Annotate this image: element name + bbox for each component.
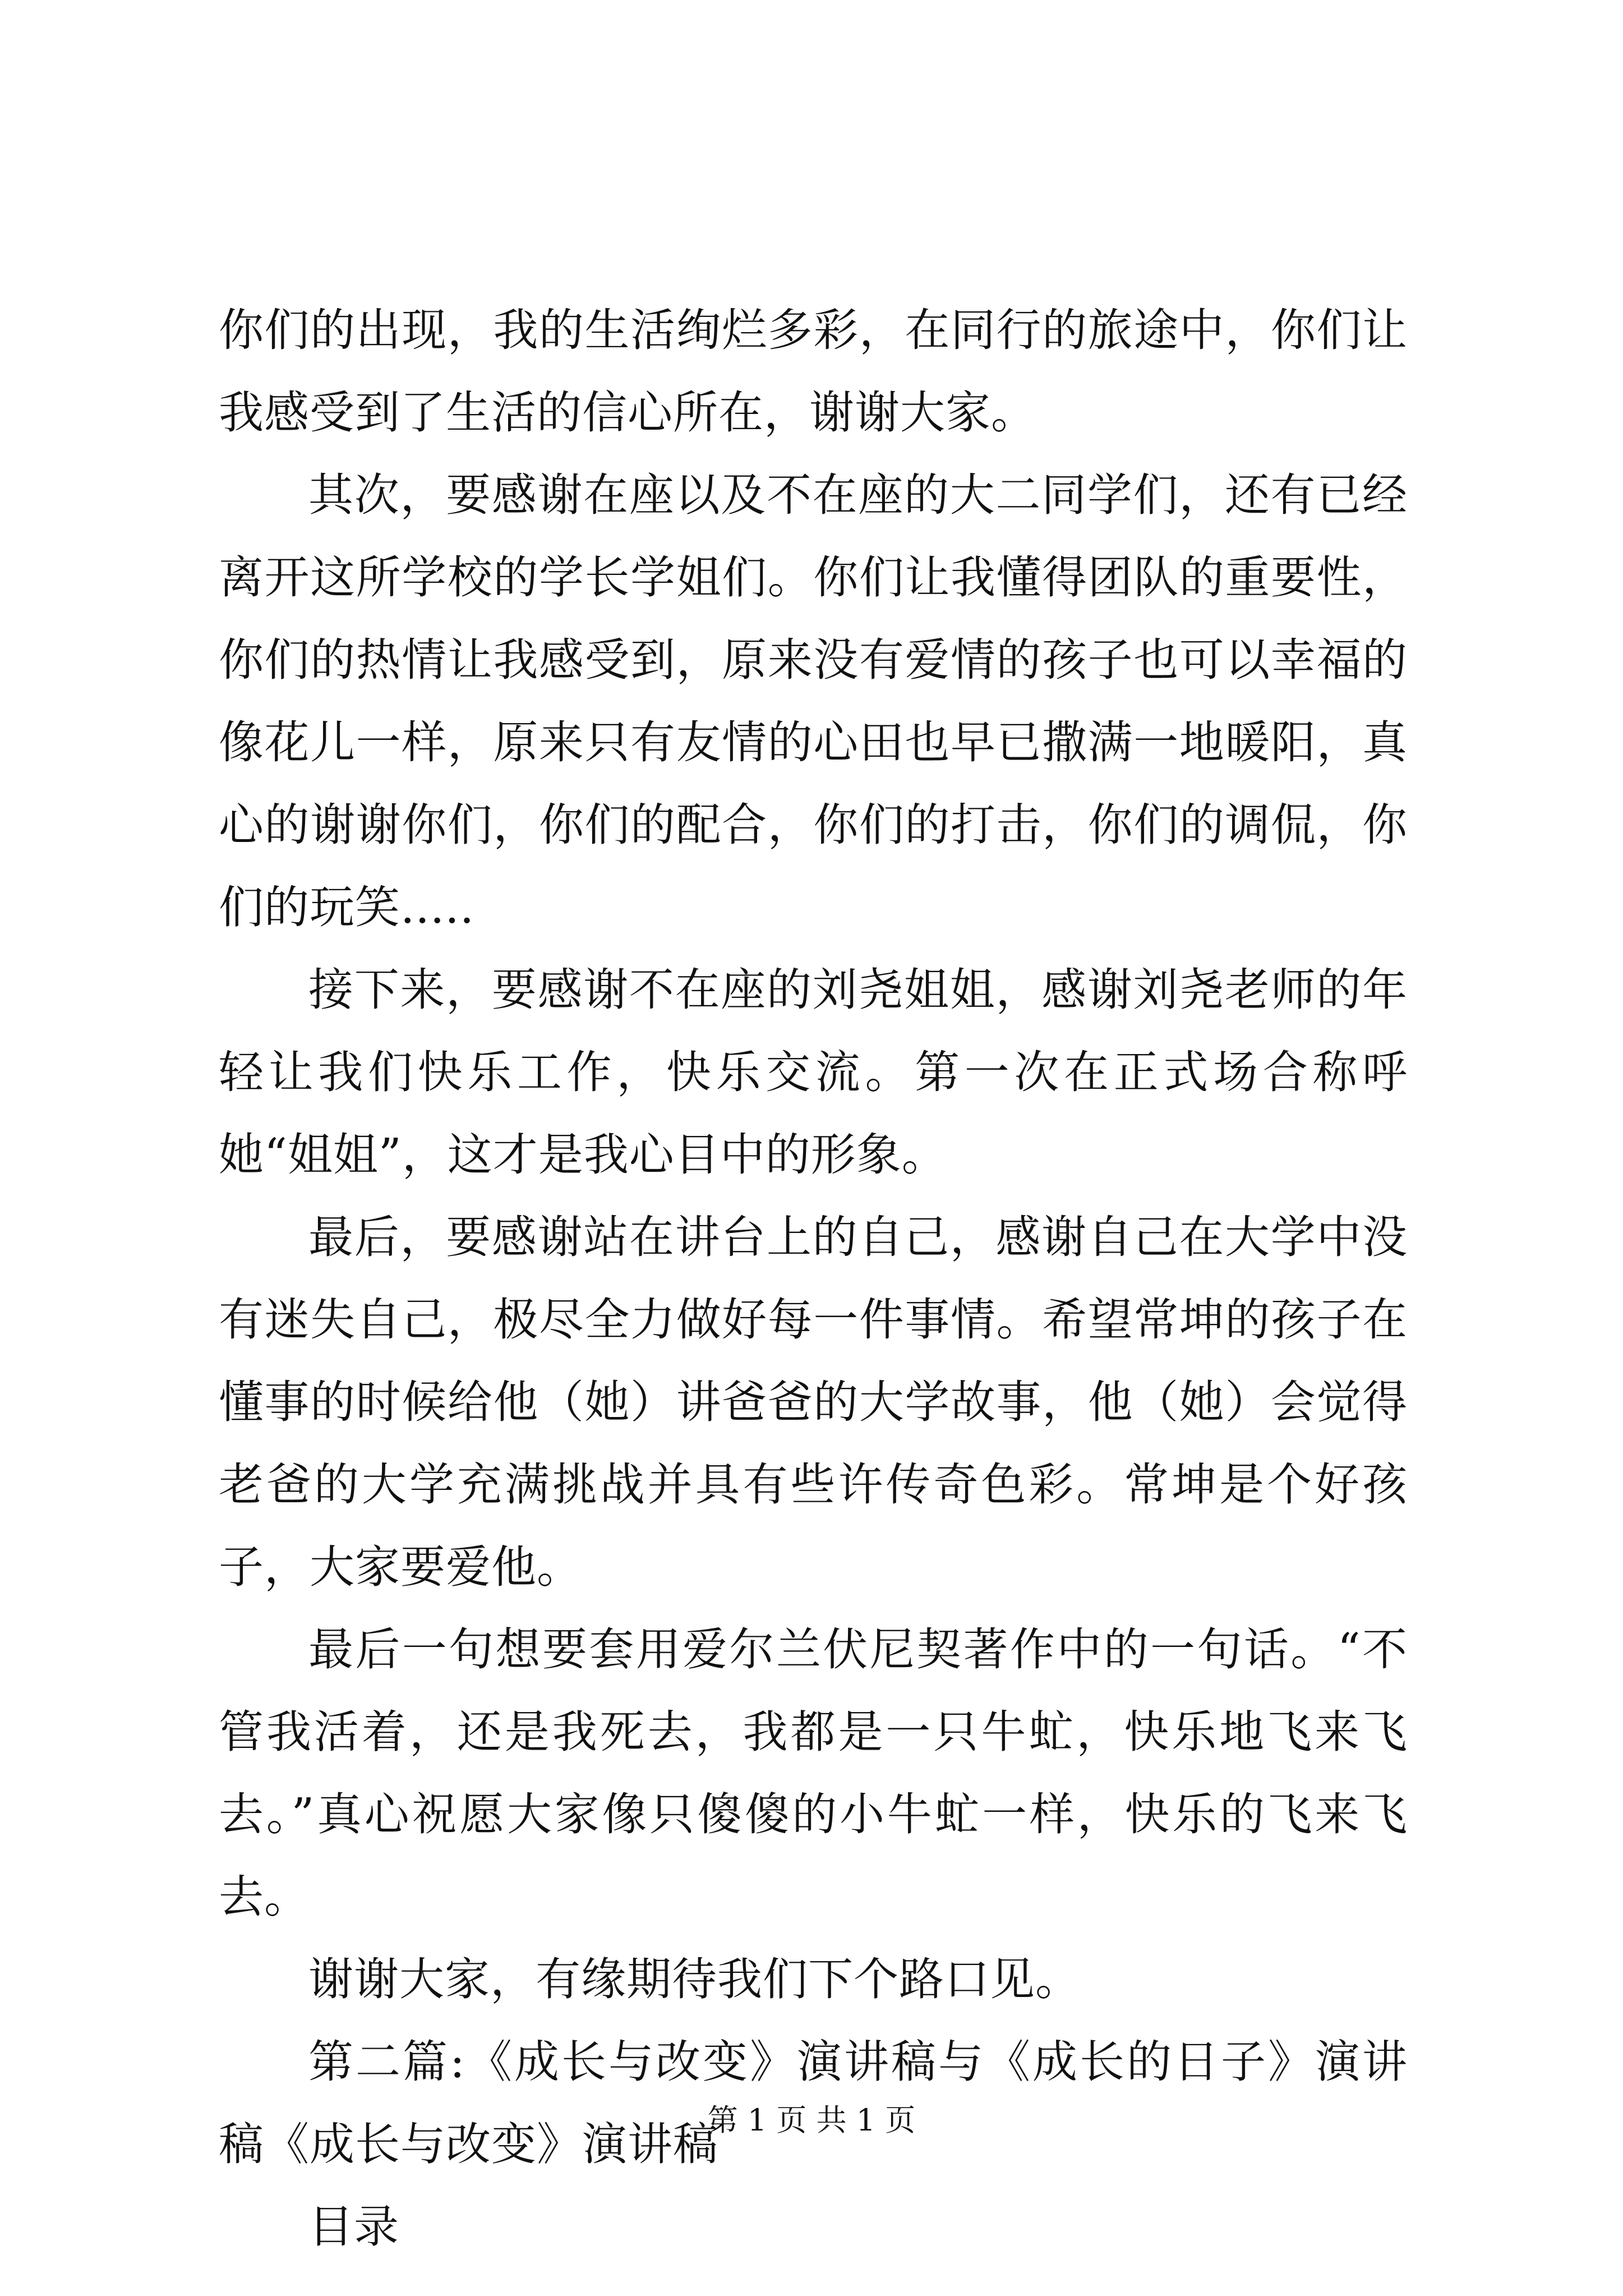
paragraph-thanks-classmates: 其次，要感谢在座以及不在座的大二同学们，还有已经离开这所学校的学长学姐们。你们让我懂得团队的重要性，你们的热情让我感受到，原来没有爱情的孩子也可以幸福的像花儿一样，原来只有友情的心田也早已撒满一地暖阳，真心的谢谢你们，你们的配合，你们的打击，你们的调侃，你们的玩笑..... [219,469,1408,933]
paragraph-thanks-liuyao: 接下来，要感谢不在座的刘尧姐姐，感谢刘尧老师的年轻让我们快乐工作，快乐交流。第一次在正式场合称呼她“姐姐”，这才是我心目中的形象。 [219,964,1408,1181]
toc-heading: 目录 [308,2201,399,2253]
page-footer: 第 1 页 共 1 页 [707,2102,916,2138]
paragraph-quote: 最后一句想要套用爱尔兰伏尼契著作中的一句话。“不管我活着，还是我死去，我都是一只牛虻，快乐地飞来飞去。”真心祝愿大家像只傻傻的小牛虻一样，快乐的飞来飞去。 [219,1623,1408,1923]
section-heading: 第二篇:《成长与改变》演讲稿与《成长的日子》演讲稿《成长与改变》演讲稿 [219,2036,1408,2170]
paragraph-thanks-self: 最后，要感谢站在讲台上的自己，感谢自己在大学中没有迷失自己，极尽全力做好每一件事情。希望常坤的孩子在懂事的时候给他（她）讲爸爸的大学故事，他（她）会觉得老爸的大学充满挑战并具有些许传奇色彩。常坤是个好孩子，大家要爱他。 [219,1211,1408,1593]
paragraph-farewell: 谢谢大家，有缘期待我们下个路口见。 [308,1953,1081,2005]
document-body [219,289,1408,2268]
paragraph-continuation: 你们的出现，我的生活绚烂多彩，在同行的旅途中，你们让我感受到了生活的信心所在，谢谢大家。 [219,304,1408,439]
